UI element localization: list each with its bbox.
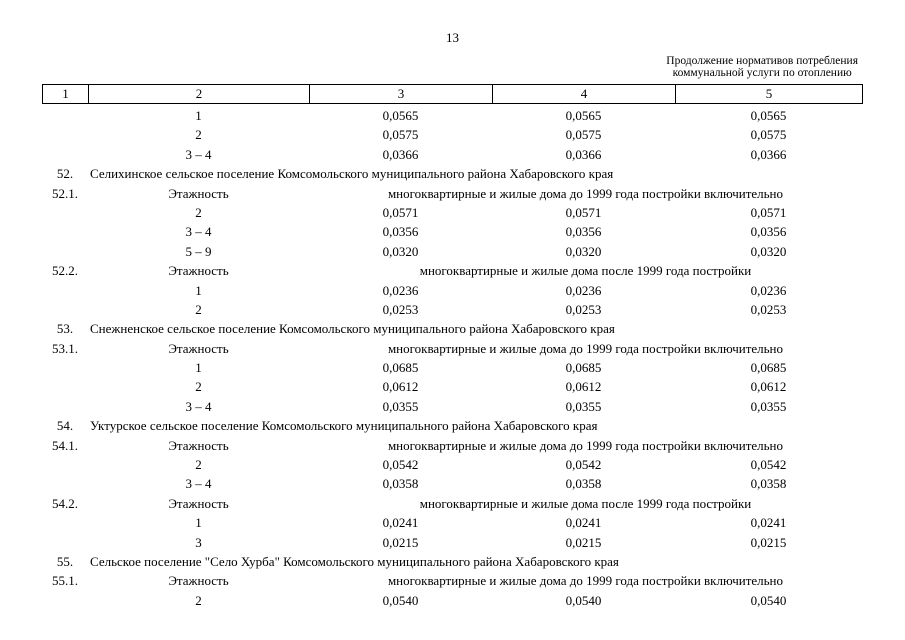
floors-value: 2: [195, 592, 202, 608]
group-row: [42, 261, 862, 280]
norm-value-col4: 0,0540: [565, 592, 602, 608]
settlement-row: [42, 164, 862, 183]
settlement-row: [42, 552, 862, 571]
norm-value-col5: 0,0358: [750, 476, 787, 492]
value-row: [42, 242, 862, 261]
norm-value-col5: 0,0366: [750, 146, 787, 162]
norm-value-col5: 0,0685: [750, 360, 787, 376]
norm-value-col5: 0,0540: [750, 592, 787, 608]
value-row: [42, 455, 862, 474]
settlement-row: [42, 319, 862, 338]
group-number: 54.1.: [52, 437, 78, 453]
value-row: [42, 281, 862, 300]
norm-value-col4: 0,0575: [565, 127, 602, 143]
norm-value-col4: 0,0320: [565, 243, 602, 259]
norm-value-col4: 0,0565: [565, 108, 602, 123]
norm-value-col5: 0,0356: [750, 224, 787, 240]
floors-label: Этажность: [168, 495, 229, 511]
building-category: многоквартирные и жилые дома после 1999 года постройки: [419, 263, 752, 279]
norm-value-col5: 0,0571: [750, 204, 787, 220]
building-category: многоквартирные и жилые дома до 1999 года постройки включительно: [387, 437, 784, 453]
floors-value: 2: [195, 457, 202, 473]
column-header-table: [42, 84, 863, 104]
norm-value-col3: 0,0571: [382, 204, 419, 220]
norm-value-col3: 0,0575: [382, 127, 419, 143]
norm-value-col4: 0,0542: [565, 457, 602, 473]
group-row: [42, 436, 862, 455]
settlement-name: Уктурское сельское поселение Комсомольского муниципального района Хабаровского края: [90, 418, 598, 434]
norm-value-col4: 0,0253: [565, 301, 602, 317]
norm-value-col4: 0,0358: [565, 476, 602, 492]
norm-value-col3: 0,0685: [382, 360, 419, 376]
group-number: 52.1.: [52, 185, 78, 201]
norm-value-col4: 0,0685: [565, 360, 602, 376]
column-header-4: 4: [493, 85, 676, 104]
norm-value-col5: 0,0542: [750, 457, 787, 473]
value-row: [42, 300, 862, 319]
value-row: [42, 591, 862, 610]
norm-value-col4: 0,0236: [565, 282, 602, 298]
norm-value-col3: 0,0241: [382, 515, 419, 531]
floors-label: Этажность: [168, 340, 229, 356]
norm-value-col3: 0,0355: [382, 398, 419, 414]
floors-value: 3: [195, 534, 202, 550]
norm-value-col3: 0,0356: [382, 224, 419, 240]
floors-value: 2: [195, 127, 202, 143]
norms-table-body: [42, 106, 862, 610]
floors-value: 1: [195, 282, 202, 298]
group-row: [42, 184, 862, 203]
continuation-line-1: Продолжение нормативов потребления: [666, 55, 858, 67]
column-header-2: 2: [89, 85, 310, 104]
floors-value: 1: [195, 360, 202, 376]
norm-value-col4: 0,0612: [565, 379, 602, 395]
norm-value-col3: 0,0542: [382, 457, 419, 473]
norm-value-col5: 0,0320: [750, 243, 787, 259]
settlement-number: 53.: [56, 321, 74, 337]
floors-value: 3 – 4: [185, 398, 212, 414]
building-category: многоквартирные и жилые дома до 1999 года постройки включительно: [387, 185, 784, 201]
value-row: [42, 358, 862, 377]
floors-value: 2: [195, 301, 202, 317]
norm-value-col4: 0,0241: [565, 515, 602, 531]
floors-label: Этажность: [168, 185, 229, 201]
settlement-row: [42, 416, 862, 435]
norm-value-col5: 0,0575: [750, 127, 787, 143]
value-row: [42, 513, 862, 532]
norm-value-col3: 0,0540: [382, 592, 419, 608]
floors-value: 1: [195, 108, 202, 123]
value-row: [42, 106, 862, 125]
norm-value-col5: 0,0215: [750, 534, 787, 550]
settlement-name: Селихинское сельское поселение Комсомольского муниципального района Хабаровского края: [90, 166, 614, 182]
norm-value-col4: 0,0215: [565, 534, 602, 550]
value-row: [42, 203, 862, 222]
floors-value: 5 – 9: [185, 243, 212, 259]
norm-value-col4: 0,0355: [565, 398, 602, 414]
group-number: 53.1.: [52, 340, 78, 356]
group-number: 52.2.: [52, 263, 78, 279]
value-row: [42, 377, 862, 396]
floors-value: 2: [195, 204, 202, 220]
group-row: [42, 571, 862, 590]
floors-value: 3 – 4: [185, 224, 212, 240]
norm-value-col5: 0,0565: [750, 108, 787, 123]
norm-value-col3: 0,0236: [382, 282, 419, 298]
value-row: [42, 145, 862, 164]
settlement-name: Сельское поселение "Село Хурба" Комсомольского муниципального района Хабаровского края: [90, 553, 619, 569]
floors-label: Этажность: [168, 573, 229, 589]
norm-value-col3: 0,0215: [382, 534, 419, 550]
floors-value: 3 – 4: [185, 146, 212, 162]
group-row: [42, 339, 862, 358]
settlement-number: 52.: [56, 166, 74, 182]
value-row: [42, 397, 862, 416]
norm-value-col5: 0,0253: [750, 301, 787, 317]
floors-label: Этажность: [168, 437, 229, 453]
norm-value-col5: 0,0236: [750, 282, 787, 298]
group-row: [42, 494, 862, 513]
column-header-3: 3: [310, 85, 493, 104]
floors-value: 1: [195, 515, 202, 531]
floors-value: 2: [195, 379, 202, 395]
group-number: 55.1.: [52, 573, 78, 589]
norm-value-col3: 0,0358: [382, 476, 419, 492]
floors-label: Этажность: [168, 263, 229, 279]
settlement-name: Снежненское сельское поселение Комсомольского муниципального района Хабаровского края: [90, 321, 615, 337]
norm-value-col5: 0,0612: [750, 379, 787, 395]
value-row: [42, 125, 862, 144]
value-row: [42, 533, 862, 552]
building-category: многоквартирные и жилые дома до 1999 года постройки включительно: [387, 573, 784, 589]
norm-value-col3: 0,0565: [382, 108, 419, 123]
continuation-note: [666, 55, 858, 79]
norm-value-col3: 0,0612: [382, 379, 419, 395]
norm-value-col3: 0,0320: [382, 243, 419, 259]
norm-value-col4: 0,0571: [565, 204, 602, 220]
column-header-1: 1: [43, 85, 89, 104]
building-category: многоквартирные и жилые дома после 1999 года постройки: [419, 495, 752, 511]
settlement-number: 55.: [56, 553, 74, 569]
settlement-number: 54.: [56, 418, 74, 434]
group-number: 54.2.: [52, 495, 78, 511]
continuation-line-2: коммунальной услуги по отоплению: [672, 67, 852, 79]
value-row: [42, 222, 862, 241]
norm-value-col4: 0,0356: [565, 224, 602, 240]
norm-value-col3: 0,0366: [382, 146, 419, 162]
norm-value-col5: 0,0241: [750, 515, 787, 531]
norm-value-col3: 0,0253: [382, 301, 419, 317]
column-header-5: 5: [676, 85, 863, 104]
norm-value-col4: 0,0366: [565, 146, 602, 162]
floors-value: 3 – 4: [185, 476, 212, 492]
norm-value-col5: 0,0355: [750, 398, 787, 414]
value-row: [42, 474, 862, 493]
page-number: 13: [446, 30, 459, 45]
building-category: многоквартирные и жилые дома до 1999 года постройки включительно: [387, 340, 784, 356]
column-header-row: [43, 85, 863, 104]
